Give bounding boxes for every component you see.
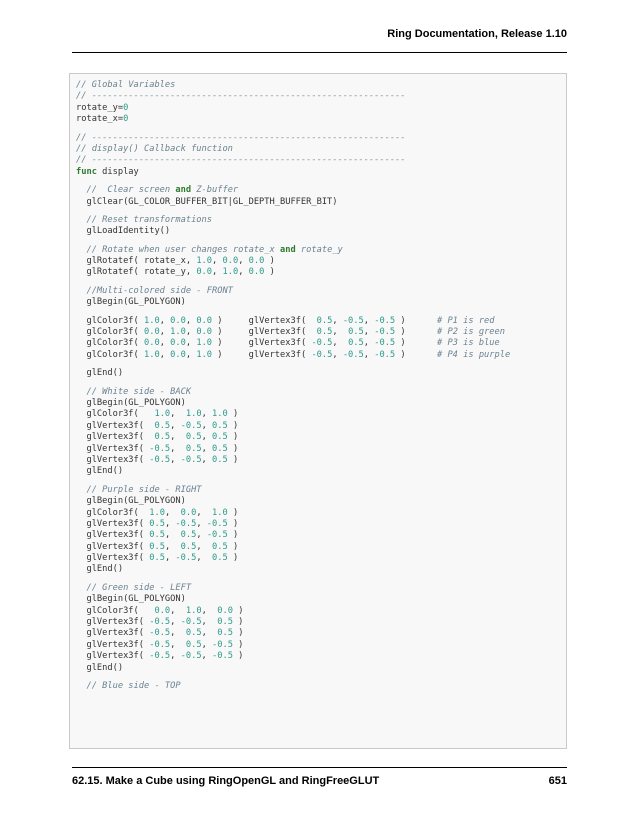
code-number: -0.5 <box>311 349 333 360</box>
code-number: -0.5 <box>212 651 233 662</box>
code-line <box>76 338 566 349</box>
code-line <box>76 466 566 477</box>
code-number: 0.5 <box>316 315 333 326</box>
code-text: glVertex3f( <box>76 530 150 541</box>
code-comment: # P1 is red <box>436 315 495 326</box>
code-text: glColor3f( <box>76 507 150 518</box>
code-number: 0.5 <box>149 553 165 564</box>
code-line <box>76 368 566 379</box>
code-number: -0.5 <box>175 518 197 529</box>
code-line <box>76 245 566 256</box>
code-number: 1.0 <box>170 327 186 338</box>
code-text: ) <box>395 327 437 338</box>
code-number: -0.5 <box>149 443 171 454</box>
code-blank-line <box>76 478 566 485</box>
code-text: , <box>363 349 375 360</box>
code-comment: rotate_y <box>295 244 343 255</box>
code-number: -0.5 <box>180 420 202 431</box>
code-line <box>76 542 566 553</box>
code-line <box>76 91 566 102</box>
code-text: , <box>201 454 213 465</box>
running-header: Ring Documentation, Release 1.10 <box>387 28 567 40</box>
code-comment: // ------------------------------------------------------------ <box>76 132 406 143</box>
code-text: ) glVertex3f( <box>212 338 312 349</box>
code-keyword: and <box>175 185 192 196</box>
code-text: ) <box>227 530 239 541</box>
code-text: ) glVertex3f( <box>212 349 312 360</box>
code-number: 0.0 <box>196 267 213 278</box>
code-line <box>76 297 566 308</box>
code-line <box>76 496 566 507</box>
code-line <box>76 103 566 114</box>
code-text: glEnd() <box>76 368 124 379</box>
code-number: -0.5 <box>374 315 396 326</box>
code-line <box>76 681 566 692</box>
code-comment: Z-buffer <box>191 185 239 196</box>
code-number: -0.5 <box>311 338 333 349</box>
code-line <box>76 114 566 125</box>
code-blank-line <box>76 126 566 133</box>
code-line <box>76 316 566 327</box>
code-number: 0.5 <box>149 530 165 541</box>
code-number: 0.5 <box>149 541 165 552</box>
code-line <box>76 455 566 466</box>
code-text: , <box>201 420 213 431</box>
code-text: glRotatef( rotate_y, <box>76 267 197 278</box>
code-text: glVertex3f( <box>76 443 150 454</box>
code-line <box>76 651 566 662</box>
code-text: ) <box>232 639 244 650</box>
code-comment: // Purple side - RIGHT <box>76 484 202 495</box>
code-number: 0.0 <box>196 315 213 326</box>
code-line <box>76 594 566 605</box>
code-text: , <box>170 628 186 639</box>
code-number: 0.0 <box>180 507 197 518</box>
code-number: 1.0 <box>212 507 228 518</box>
code-text: , <box>170 409 186 420</box>
code-text: , <box>196 541 213 552</box>
code-text: rotate_x= <box>76 114 124 125</box>
code-number: 1.0 <box>154 409 171 420</box>
code-text: ) <box>227 432 239 443</box>
code-text: ) <box>232 605 244 616</box>
code-line <box>76 197 566 208</box>
code-number: -0.5 <box>374 349 396 360</box>
footer-section-title: 62.15. Make a Cube using RingOpenGL and RingFreeGLUT <box>72 775 380 787</box>
code-text: ) glVertex3f( <box>212 327 317 338</box>
header-divider <box>72 52 567 53</box>
code-text: , <box>164 553 176 564</box>
code-number: -0.5 <box>212 639 233 650</box>
code-blank-line <box>76 380 566 387</box>
code-number: -0.5 <box>180 651 202 662</box>
code-text: , <box>170 617 181 628</box>
code-comment: # P2 is green <box>437 327 505 338</box>
code-number: 0.0 <box>248 256 265 267</box>
code-line <box>76 508 566 519</box>
code-blank-line <box>76 279 566 286</box>
code-number: 0.5 <box>154 432 171 443</box>
code-number: 0.5 <box>212 420 228 431</box>
code-text: , <box>332 327 349 338</box>
code-text: ) <box>227 454 239 465</box>
code-line <box>76 144 566 155</box>
code-number: -0.5 <box>180 454 202 465</box>
code-text: , <box>185 327 197 338</box>
code-text: ) <box>395 315 437 326</box>
code-text: , <box>212 256 223 267</box>
code-line <box>76 663 566 674</box>
code-text: , <box>196 530 207 541</box>
code-text: glVertex3f( <box>76 454 150 465</box>
code-text: , <box>201 651 213 662</box>
code-text: ) <box>232 628 244 639</box>
code-number: -0.5 <box>206 530 228 541</box>
code-number: 0.0 <box>144 338 160 349</box>
code-line <box>76 583 566 594</box>
code-number: -0.5 <box>149 617 171 628</box>
code-number: -0.5 <box>342 315 364 326</box>
code-text: , <box>164 530 181 541</box>
code-comment: // display() Callback function <box>76 143 233 154</box>
code-number: 0 <box>123 114 129 125</box>
code-line <box>76 327 566 338</box>
code-text: glVertex3f( <box>76 541 150 552</box>
code-line <box>76 226 566 237</box>
code-text: , <box>170 651 181 662</box>
code-text: glColor3f( <box>76 409 155 420</box>
code-line <box>76 617 566 628</box>
code-text: , <box>170 605 186 616</box>
code-number: 0.0 <box>170 338 186 349</box>
code-number: 0 <box>123 102 129 113</box>
code-number: 0.0 <box>248 267 265 278</box>
code-line <box>76 640 566 651</box>
code-blank-line <box>76 238 566 245</box>
code-text: , <box>201 639 213 650</box>
code-text: glVertex3f( <box>76 553 150 564</box>
code-text: glVertex3f( <box>76 639 150 650</box>
code-number: 1.0 <box>196 349 213 360</box>
code-line <box>76 519 566 530</box>
code-number: 0.5 <box>212 443 228 454</box>
code-text: , <box>170 639 186 650</box>
page-number: 651 <box>548 775 567 787</box>
code-number: 0.5 <box>180 541 197 552</box>
code-text: , <box>238 267 249 278</box>
code-text: ) <box>227 409 239 420</box>
code-number: 0.5 <box>212 541 228 552</box>
code-number: 1.0 <box>196 256 213 267</box>
code-number: 0.0 <box>154 605 171 616</box>
code-text: , <box>170 443 186 454</box>
code-line <box>76 530 566 541</box>
code-number: -0.5 <box>175 553 197 564</box>
code-line <box>76 133 566 144</box>
code-text: glVertex3f( <box>76 628 150 639</box>
code-text: , <box>159 349 171 360</box>
code-text: , <box>170 420 181 431</box>
code-text: , <box>185 315 197 326</box>
code-number: -0.5 <box>374 327 396 338</box>
code-line <box>76 387 566 398</box>
code-number: 0.5 <box>185 628 202 639</box>
code-text: ) <box>232 617 244 628</box>
code-blank-line <box>76 361 566 368</box>
code-text: glEnd() <box>76 466 124 477</box>
code-text: ) <box>227 443 239 454</box>
code-text: ) glVertex3f( <box>212 315 317 326</box>
code-blank-line <box>76 208 566 215</box>
code-text: , <box>363 327 375 338</box>
code-text: glVertex3f( <box>76 432 155 443</box>
code-keyword: func <box>76 166 97 177</box>
code-line <box>76 409 566 420</box>
code-number: 0.0 <box>170 315 186 326</box>
code-text: glVertex3f( <box>76 651 150 662</box>
code-text: ) <box>227 507 239 518</box>
code-number: 0.0 <box>222 256 239 267</box>
code-text: glBegin(GL_POLYGON) <box>76 594 186 605</box>
code-comment: // Reset transformations <box>76 214 212 225</box>
footer-divider <box>72 767 567 768</box>
code-comment: // ------------------------------------------------------------ <box>76 91 406 102</box>
code-number: -0.5 <box>149 639 171 650</box>
code-number: -0.5 <box>149 651 171 662</box>
code-text: glLoadIdentity() <box>76 226 171 237</box>
code-number: -0.5 <box>149 454 171 465</box>
code-text: glVertex3f( <box>76 420 155 431</box>
code-text: rotate_y= <box>76 102 124 113</box>
code-text: , <box>164 518 176 529</box>
code-number: 1.0 <box>144 315 160 326</box>
code-text: glColor3f( <box>76 327 144 338</box>
code-line <box>76 553 566 564</box>
code-comment: // Rotate when user changes rotate_x <box>76 244 280 255</box>
code-text: , <box>185 349 197 360</box>
code-listing <box>76 80 566 692</box>
code-line <box>76 286 566 297</box>
code-number: 0.5 <box>154 420 171 431</box>
code-number: 0.0 <box>144 327 160 338</box>
code-text: , <box>332 338 349 349</box>
code-line <box>76 215 566 226</box>
code-blank-line <box>76 674 566 681</box>
code-text: , <box>196 518 207 529</box>
code-number: -0.5 <box>374 338 396 349</box>
code-comment: // Global Variables <box>76 80 176 90</box>
code-text: , <box>201 409 213 420</box>
code-number: 0.0 <box>170 349 186 360</box>
code-text: glRotatef( rotate_x, <box>76 256 197 267</box>
code-number: 1.0 <box>144 349 160 360</box>
code-text: , <box>164 507 181 518</box>
code-text: , <box>159 327 171 338</box>
code-text: , <box>212 267 223 278</box>
code-comment: # P3 is blue <box>437 338 500 349</box>
code-text: ) <box>227 518 239 529</box>
code-number: 1.0 <box>212 409 228 420</box>
code-blank-line <box>76 178 566 185</box>
code-number: 0.0 <box>196 327 213 338</box>
code-text: ) <box>227 420 239 431</box>
code-text: ) <box>395 338 437 349</box>
code-comment: // Green side - LEFT <box>76 582 192 593</box>
code-line <box>76 485 566 496</box>
code-text: display <box>96 166 139 177</box>
code-line <box>76 155 566 166</box>
code-number: -0.5 <box>342 349 364 360</box>
code-text: glBegin(GL_POLYGON) <box>76 397 186 408</box>
code-text: glColor3f( <box>76 315 144 326</box>
code-blank-line <box>76 576 566 583</box>
code-number: 1.0 <box>185 605 202 616</box>
code-number: 0.5 <box>212 432 228 443</box>
code-number: 0.5 <box>185 443 202 454</box>
code-comment: // ------------------------------------------------------------ <box>76 155 406 166</box>
code-line <box>76 80 566 91</box>
code-line <box>76 256 566 267</box>
code-comment: // Clear screen <box>76 185 176 196</box>
code-text: , <box>363 338 375 349</box>
code-text: glEnd() <box>76 564 124 575</box>
code-comment: //Multi-colored side - FRONT <box>76 285 233 296</box>
code-text: ) <box>227 541 239 552</box>
code-number: 0.5 <box>212 553 228 564</box>
code-text: glEnd() <box>76 662 124 673</box>
code-comment: // White side - BACK <box>76 386 192 397</box>
code-number: 1.0 <box>149 507 165 518</box>
code-text: , <box>238 256 249 267</box>
code-text: glBegin(GL_POLYGON) <box>76 496 186 507</box>
code-text: , <box>159 338 171 349</box>
code-number: -0.5 <box>206 518 228 529</box>
code-number: 0.5 <box>180 530 197 541</box>
code-number: 0.5 <box>185 432 202 443</box>
code-text: , <box>332 315 343 326</box>
code-text: ) <box>264 256 275 267</box>
code-number: 0.5 <box>316 327 333 338</box>
code-line <box>76 398 566 409</box>
code-number: 1.0 <box>222 267 239 278</box>
code-text: , <box>196 553 213 564</box>
code-number: 0.5 <box>217 628 233 639</box>
code-text: glColor3f( <box>76 338 144 349</box>
code-text: glClear(GL_COLOR_BUFFER_BIT|GL_DEPTH_BUFFER_BIT) <box>76 196 338 207</box>
code-number: 0.5 <box>348 338 364 349</box>
code-line <box>76 185 566 196</box>
code-text: , <box>201 432 213 443</box>
code-number: -0.5 <box>149 628 171 639</box>
code-line <box>76 606 566 617</box>
code-text: glColor3f( <box>76 605 155 616</box>
code-text: , <box>201 628 218 639</box>
code-number: 1.0 <box>185 409 202 420</box>
code-block <box>69 73 567 749</box>
code-text: ) <box>264 267 275 278</box>
code-text: , <box>201 605 218 616</box>
code-line <box>76 432 566 443</box>
code-text: , <box>185 338 197 349</box>
code-comment: // Blue side - TOP <box>76 680 181 691</box>
code-text: , <box>159 315 171 326</box>
code-number: 0.5 <box>217 617 233 628</box>
code-text: , <box>201 617 218 628</box>
code-line <box>76 167 566 178</box>
code-number: 0.5 <box>348 327 364 338</box>
code-line <box>76 350 566 361</box>
code-text: glBegin(GL_POLYGON) <box>76 297 186 308</box>
code-text: ) <box>395 349 437 360</box>
code-text: , <box>196 507 213 518</box>
code-comment: # P4 is purple <box>436 349 511 360</box>
code-line <box>76 564 566 575</box>
code-line <box>76 444 566 455</box>
code-text: glVertex3f( <box>76 518 150 529</box>
code-number: 0.5 <box>149 518 165 529</box>
code-line <box>76 421 566 432</box>
code-text: glVertex3f( <box>76 617 150 628</box>
code-keyword: and <box>279 244 296 255</box>
code-number: 0.0 <box>217 605 233 616</box>
code-number: 0.5 <box>185 639 202 650</box>
code-text: glColor3f( <box>76 349 144 360</box>
code-number: 0.5 <box>212 454 228 465</box>
code-blank-line <box>76 309 566 316</box>
code-line <box>76 267 566 278</box>
code-text: , <box>164 541 181 552</box>
code-number: 1.0 <box>196 338 213 349</box>
code-text: ) <box>232 651 244 662</box>
code-text: , <box>170 454 181 465</box>
code-text: ) <box>227 553 239 564</box>
code-number: -0.5 <box>180 617 202 628</box>
code-text: , <box>201 443 213 454</box>
code-text: , <box>332 349 343 360</box>
code-text: , <box>363 315 375 326</box>
code-text: , <box>170 432 186 443</box>
code-line <box>76 628 566 639</box>
